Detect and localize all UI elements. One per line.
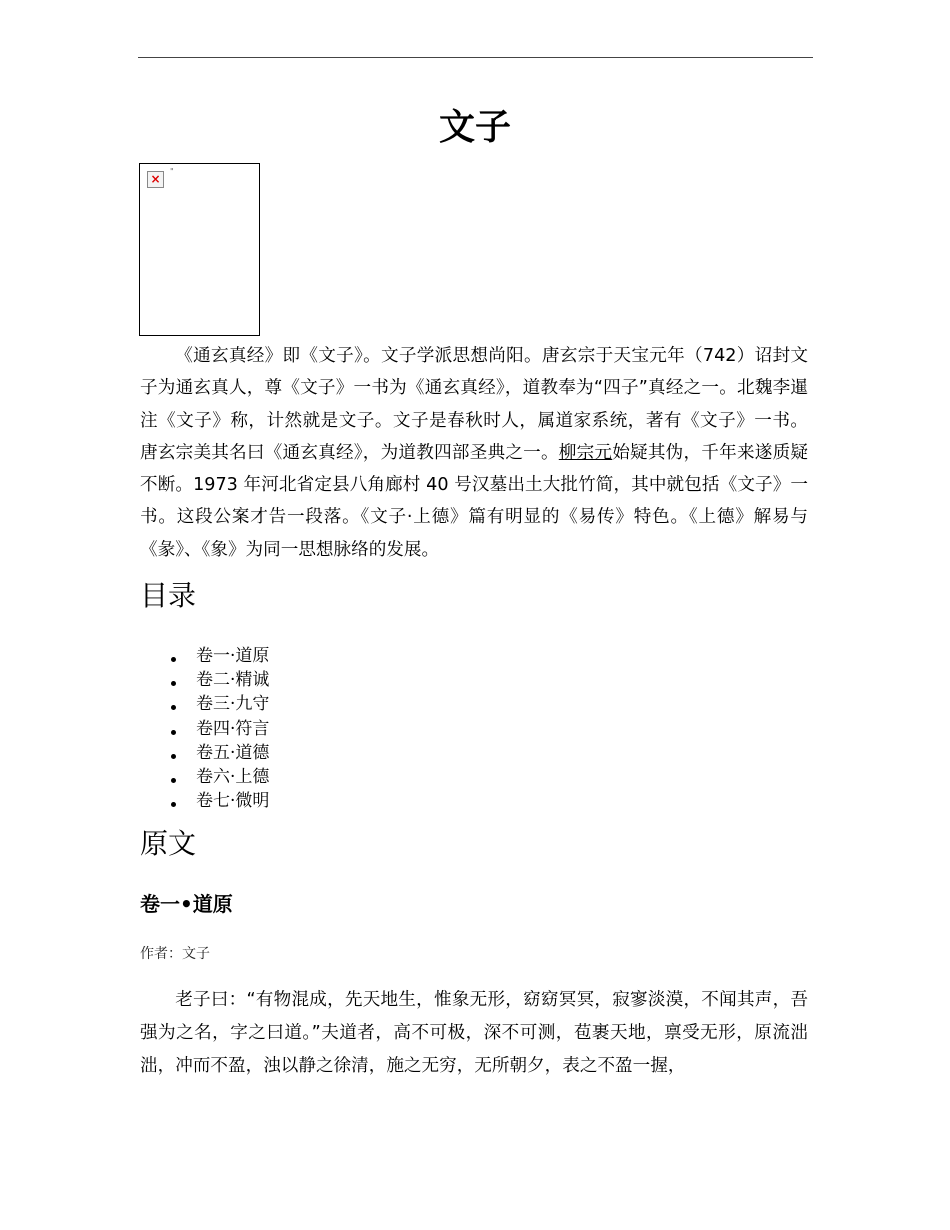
toc-item[interactable]: 卷二·精诚 [196, 668, 269, 692]
original-text-paragraph: 老子曰：“有物混成，先天地生，惟象无形，窈窈冥冥，寂寥淡漠，不闻其声，吾强为之名，字之曰道。”夫道者，高不可极，深不可测，苞裹天地，禀受无形，原流泏泏，冲而不盈，浊以静之徐清，施之无穷，无所朝夕，表之不盈一握， [140, 990, 808, 1076]
toc-item[interactable]: 卷五·道德 [196, 741, 269, 765]
toc-item[interactable]: 卷三·九守 [196, 692, 269, 716]
top-divider [138, 57, 813, 58]
volume-title: 卷一•道原 [140, 892, 233, 916]
image-alt-mark: " [170, 167, 174, 176]
toc-item[interactable]: 卷六·上德 [196, 765, 269, 789]
toc-list [196, 644, 269, 813]
intro-text-before-link: 《通玄真经》即《文子》。文子学派思想尚阳。唐玄宗于天宝元年（742）诏封文子为通玄真人，尊《文子》一书为《通玄真经》，道教奉为“四子”真经之一。北魏李暹注《文子》称，计然就是文子。文子是春秋时人，属道家系统，著有《文子》一书。唐玄宗美其名曰《通玄真经》，为道教四部圣典之一。 [140, 346, 808, 463]
intro-paragraph [140, 340, 808, 566]
broken-image [139, 163, 260, 336]
broken-image-icon: × [147, 171, 164, 188]
toc-item[interactable]: 卷四·符言 [196, 717, 269, 741]
author-line: 作者：文子 [140, 946, 210, 962]
page-title: 文子 [438, 107, 511, 149]
liu-zongyuan-link[interactable]: 柳宗元 [558, 442, 613, 463]
toc-item[interactable]: 卷七·微明 [196, 789, 269, 813]
intro-text-after-link: 始疑其伪，千年来遂质疑不断。1973 年河北省定县八角廊村 40 号汉墓出土大批竹简，其中就包括《文子》一书。这段公案才告一段落。《文子·上德》篇有明显的《易传》特色。《上德》解易与《彖》、《象》为同一思想脉络的发展。 [140, 442, 808, 560]
toc-item[interactable]: 卷一·道原 [196, 644, 269, 668]
toc-heading: 目录 [140, 579, 197, 612]
original-text-heading: 原文 [140, 827, 197, 860]
